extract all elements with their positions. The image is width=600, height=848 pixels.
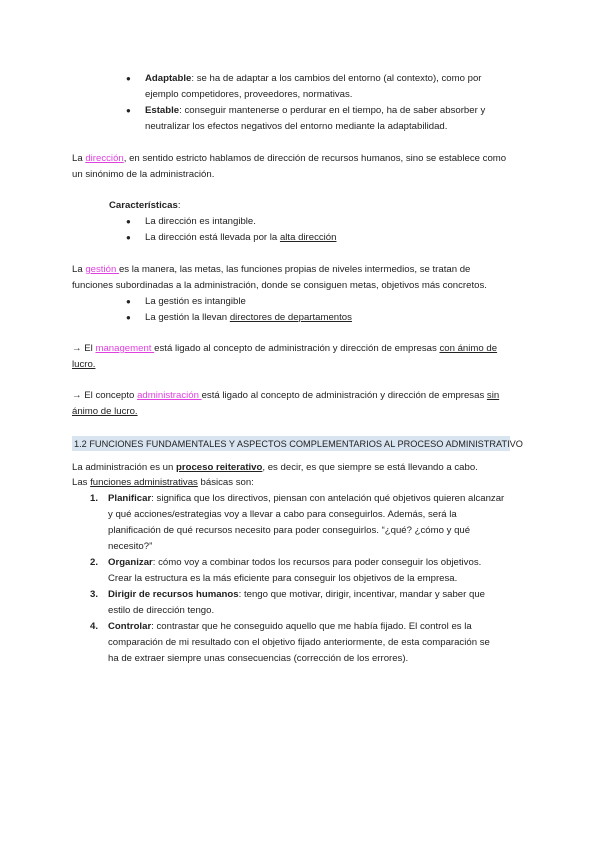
function-planificar: Planificar: significa que los directivos, piensan con antelación qué objetivos quieren alcanzar <box>108 493 505 504</box>
gestion-item-2: La gestión la llevan directores de departamentos <box>145 312 352 323</box>
gestion-term: gestión <box>85 264 119 275</box>
bullet-dot: ● <box>126 297 131 306</box>
administracion-term: administración <box>137 390 202 401</box>
management-paragraph-cont: lucro. <box>72 359 96 370</box>
intro-line-2: Las funciones administrativas básicas son: <box>72 477 254 488</box>
management-term: management <box>95 343 155 354</box>
function-planificar-cont: necesito?” <box>108 541 153 552</box>
bullet-adaptable-cont: ejemplo competidores, proveedores, normativas. <box>145 89 353 100</box>
function-controlar-cont: comparación de mi resultado con el objetivo fijado anteriormente, de esta comparación se <box>108 637 490 648</box>
bullet-dot: ● <box>126 74 131 83</box>
list-number: 3. <box>90 589 99 600</box>
gestion-paragraph: La gestión es la manera, las metas, las funciones propias de niveles intermedios, se tratan de <box>72 264 471 275</box>
direccion-term: dirección <box>85 153 124 164</box>
function-controlar-cont: ha de extraer siempre unas consecuencias (corrección de los errores). <box>108 653 409 664</box>
bullet-estable: Estable: conseguir mantenerse o perdurar en el tiempo, ha de saber absorber y <box>145 105 486 116</box>
bullet-dot: ● <box>126 106 131 115</box>
bullet-dot: ● <box>126 233 131 242</box>
intro-line-1: La administración es un proceso reiterativo, es decir, es que siempre se está llevando a cabo. <box>72 462 478 473</box>
function-dirigir: Dirigir de recursos humanos: tengo que motivar, dirigir, incentivar, mandar y saber que <box>108 589 485 600</box>
list-number: 2. <box>90 557 99 568</box>
direccion-paragraph-cont: un sinónimo de la administración. <box>72 169 215 180</box>
caracteristicas-item-2: La dirección está llevada por la alta dirección <box>145 232 337 243</box>
function-planificar-cont: y qué acciones/estrategias voy a llevar a cabo para conseguirlos. Además, será la <box>108 509 457 520</box>
list-number: 1. <box>90 493 99 504</box>
bullet-adaptable: Adaptable: se ha de adaptar a los cambios del entorno (al contexto), como por <box>145 73 482 84</box>
direccion-paragraph: La dirección, en sentido estricto hablamos de dirección de recursos humanos, sino se establece como <box>72 153 507 164</box>
function-organizar-cont: Crear la estructura es la más eficiente para conseguir los objetivos de la empresa. <box>108 573 458 584</box>
bullet-estable-cont: neutralizar los efectos negativos del entorno mediante la adaptabilidad. <box>145 121 448 132</box>
bullet-dot: ● <box>126 217 131 226</box>
function-dirigir-cont: estilo de dirección tengo. <box>108 605 215 616</box>
caracteristicas-title: Características: <box>109 200 181 211</box>
list-number: 4. <box>90 621 99 632</box>
bullet-dot: ● <box>126 313 131 322</box>
administracion-paragraph-cont: ánimo de lucro. <box>72 406 138 417</box>
function-controlar: Controlar: contrastar que he conseguido aquello que me había fijado. El control es la <box>108 621 472 632</box>
caracteristicas-item-1: La dirección es intangible. <box>145 216 256 227</box>
management-paragraph: → El management está ligado al concepto de administración y dirección de empresas con ánimo de <box>72 343 498 354</box>
gestion-paragraph-cont: funciones subordinadas a la administración, donde se consiguen metas, objetivos más concretos. <box>72 280 487 291</box>
administracion-paragraph: → El concepto administración está ligado al concepto de administración y dirección de empresas sin <box>72 390 500 401</box>
function-planificar-cont: planificación de qué recursos necesito para poder conseguirlos. “¿qué? ¿cómo y qué <box>108 525 471 536</box>
function-organizar: Organizar: cómo voy a combinar todos los recursos para poder conseguir los objetivos. <box>108 557 482 568</box>
gestion-item-1: La gestión es intangible <box>145 296 246 307</box>
section-heading: 1.2 FUNCIONES FUNDAMENTALES Y ASPECTOS COMPLEMENTARIOS AL PROCESO ADMINISTRATIVO <box>74 439 523 449</box>
